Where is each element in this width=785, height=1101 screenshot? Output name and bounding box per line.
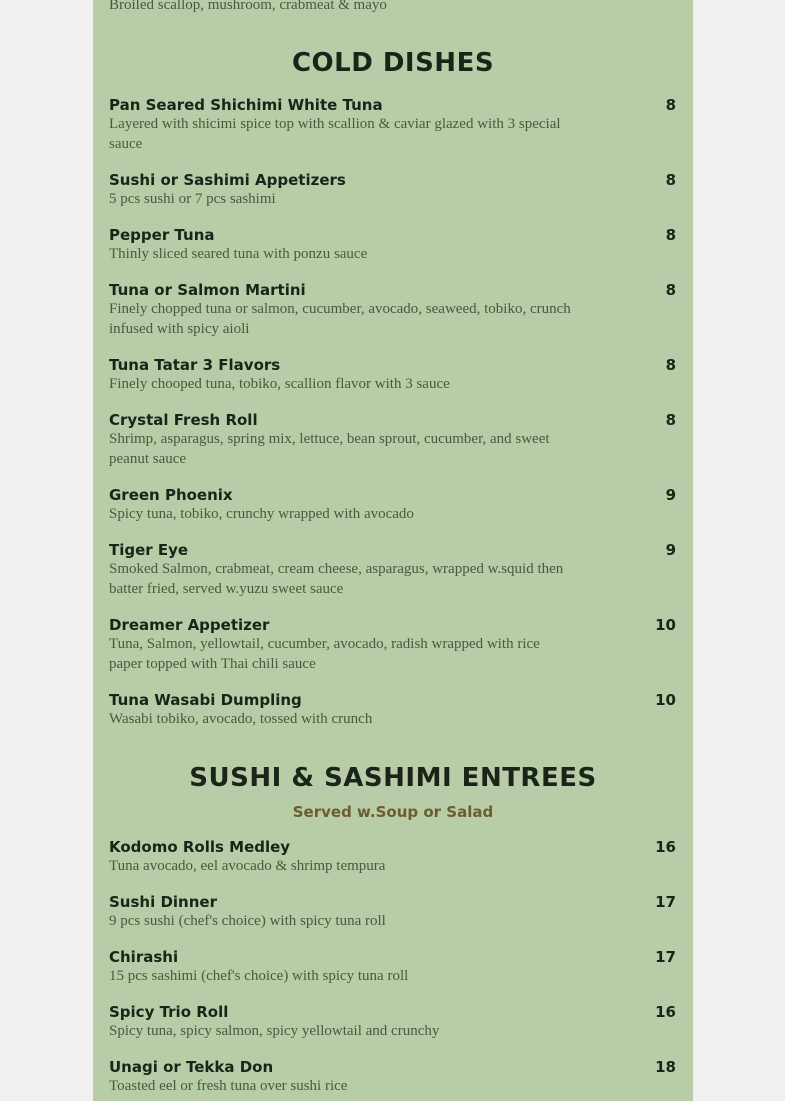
item-price: 18	[655, 1058, 676, 1076]
menu-item	[109, 410, 676, 469]
section-subtitle-entrees: Served w.Soup or Salad	[292, 803, 494, 821]
item-description: 5 pcs sushi or 7 pcs sashimi	[109, 191, 276, 207]
menu-item	[109, 892, 676, 931]
menu-panel	[93, 0, 693, 1101]
item-price: 9	[665, 486, 676, 504]
menu-item	[109, 615, 676, 674]
item-description: Tuna, Salmon, yellowtail, cucumber, avocado, radish wrapped with rice paper topped with Thai chili sauce	[109, 636, 540, 672]
item-name: Chirashi	[109, 948, 179, 966]
menu-item	[109, 355, 676, 394]
menu-item	[109, 485, 676, 524]
item-price: 8	[665, 356, 676, 374]
item-description: 15 pcs sashimi (chef's choice) with spicy tuna roll	[109, 968, 409, 984]
item-name: Kodomo Rolls Medley	[109, 838, 291, 856]
item-description: Spicy tuna, spicy salmon, spicy yellowtail and crunchy	[109, 1023, 440, 1039]
menu-item	[109, 225, 676, 264]
item-name: Spicy Trio Roll	[109, 1003, 229, 1021]
menu-item	[109, 170, 676, 209]
item-name: Pepper Tuna	[109, 226, 215, 244]
item-name: Sushi or Sashimi Appetizers	[109, 171, 346, 189]
item-description: 9 pcs sushi (chef's choice) with spicy tuna roll	[109, 913, 386, 929]
item-price: 17	[655, 893, 676, 911]
item-description: Shrimp, asparagus, spring mix, lettuce, bean sprout, cucumber, and sweet peanut sauce	[109, 431, 550, 467]
item-price: 10	[655, 691, 676, 709]
item-description: Thinly sliced seared tuna with ponzu sauce	[109, 246, 368, 262]
item-name: Tuna or Salmon Martini	[109, 281, 306, 299]
section-title-cold-dishes: COLD DISHES	[291, 48, 495, 78]
item-name: Crystal Fresh Roll	[109, 411, 258, 429]
item-name: Green Phoenix	[109, 486, 233, 504]
item-price: 17	[655, 948, 676, 966]
menu-item	[109, 690, 676, 729]
menu-item	[109, 280, 676, 339]
item-price: 8	[665, 411, 676, 429]
item-price: 9	[665, 541, 676, 559]
item-price: 10	[655, 616, 676, 634]
item-price: 8	[665, 96, 676, 114]
item-description: Finely chooped tuna, tobiko, scallion flavor with 3 sauce	[109, 376, 450, 392]
item-name: Tuna Wasabi Dumpling	[109, 691, 302, 709]
item-description: Layered with shicimi spice top with scallion & caviar glazed with 3 special sauce	[109, 116, 561, 152]
item-price: 16	[655, 838, 676, 856]
item-name: Sushi Dinner	[109, 893, 217, 911]
item-name: Tuna Tatar 3 Flavors	[109, 356, 281, 374]
item-description: Tuna avocado, eel avocado & shrimp tempura	[109, 858, 386, 874]
menu-item	[109, 947, 676, 986]
menu-item	[109, 1002, 676, 1041]
menu-item	[109, 837, 676, 876]
menu-item	[109, 95, 676, 154]
item-name: Pan Seared Shichimi White Tuna	[109, 96, 383, 114]
item-description: Spicy tuna, tobiko, crunchy wrapped with avocado	[109, 506, 414, 522]
menu-item	[109, 1057, 676, 1096]
item-price: 8	[665, 171, 676, 189]
item-price: 16	[655, 1003, 676, 1021]
item-price: 8	[665, 281, 676, 299]
item-name: Unagi or Tekka Don	[109, 1058, 274, 1076]
menu-item	[109, 540, 676, 599]
previous-item-description: Broiled scallop, mushroom, crabmeat & mayo	[109, 0, 387, 13]
item-description: Finely chopped tuna or salmon, cucumber, avocado, seaweed, tobiko, crunch infused with spicy aioli	[109, 301, 571, 337]
item-name: Tiger Eye	[109, 541, 189, 559]
item-description: Toasted eel or fresh tuna over sushi rice	[109, 1078, 348, 1094]
item-description: Smoked Salmon, crabmeat, cream cheese, asparagus, wrapped w.squid then batter fried, served w.yuzu sweet sauce	[109, 561, 564, 597]
item-description: Wasabi tobiko, avocado, tossed with crunch	[109, 711, 373, 727]
item-price: 8	[665, 226, 676, 244]
item-name: Dreamer Appetizer	[109, 616, 270, 634]
section-title-entrees: SUSHI & SASHIMI ENTREES	[189, 763, 597, 793]
